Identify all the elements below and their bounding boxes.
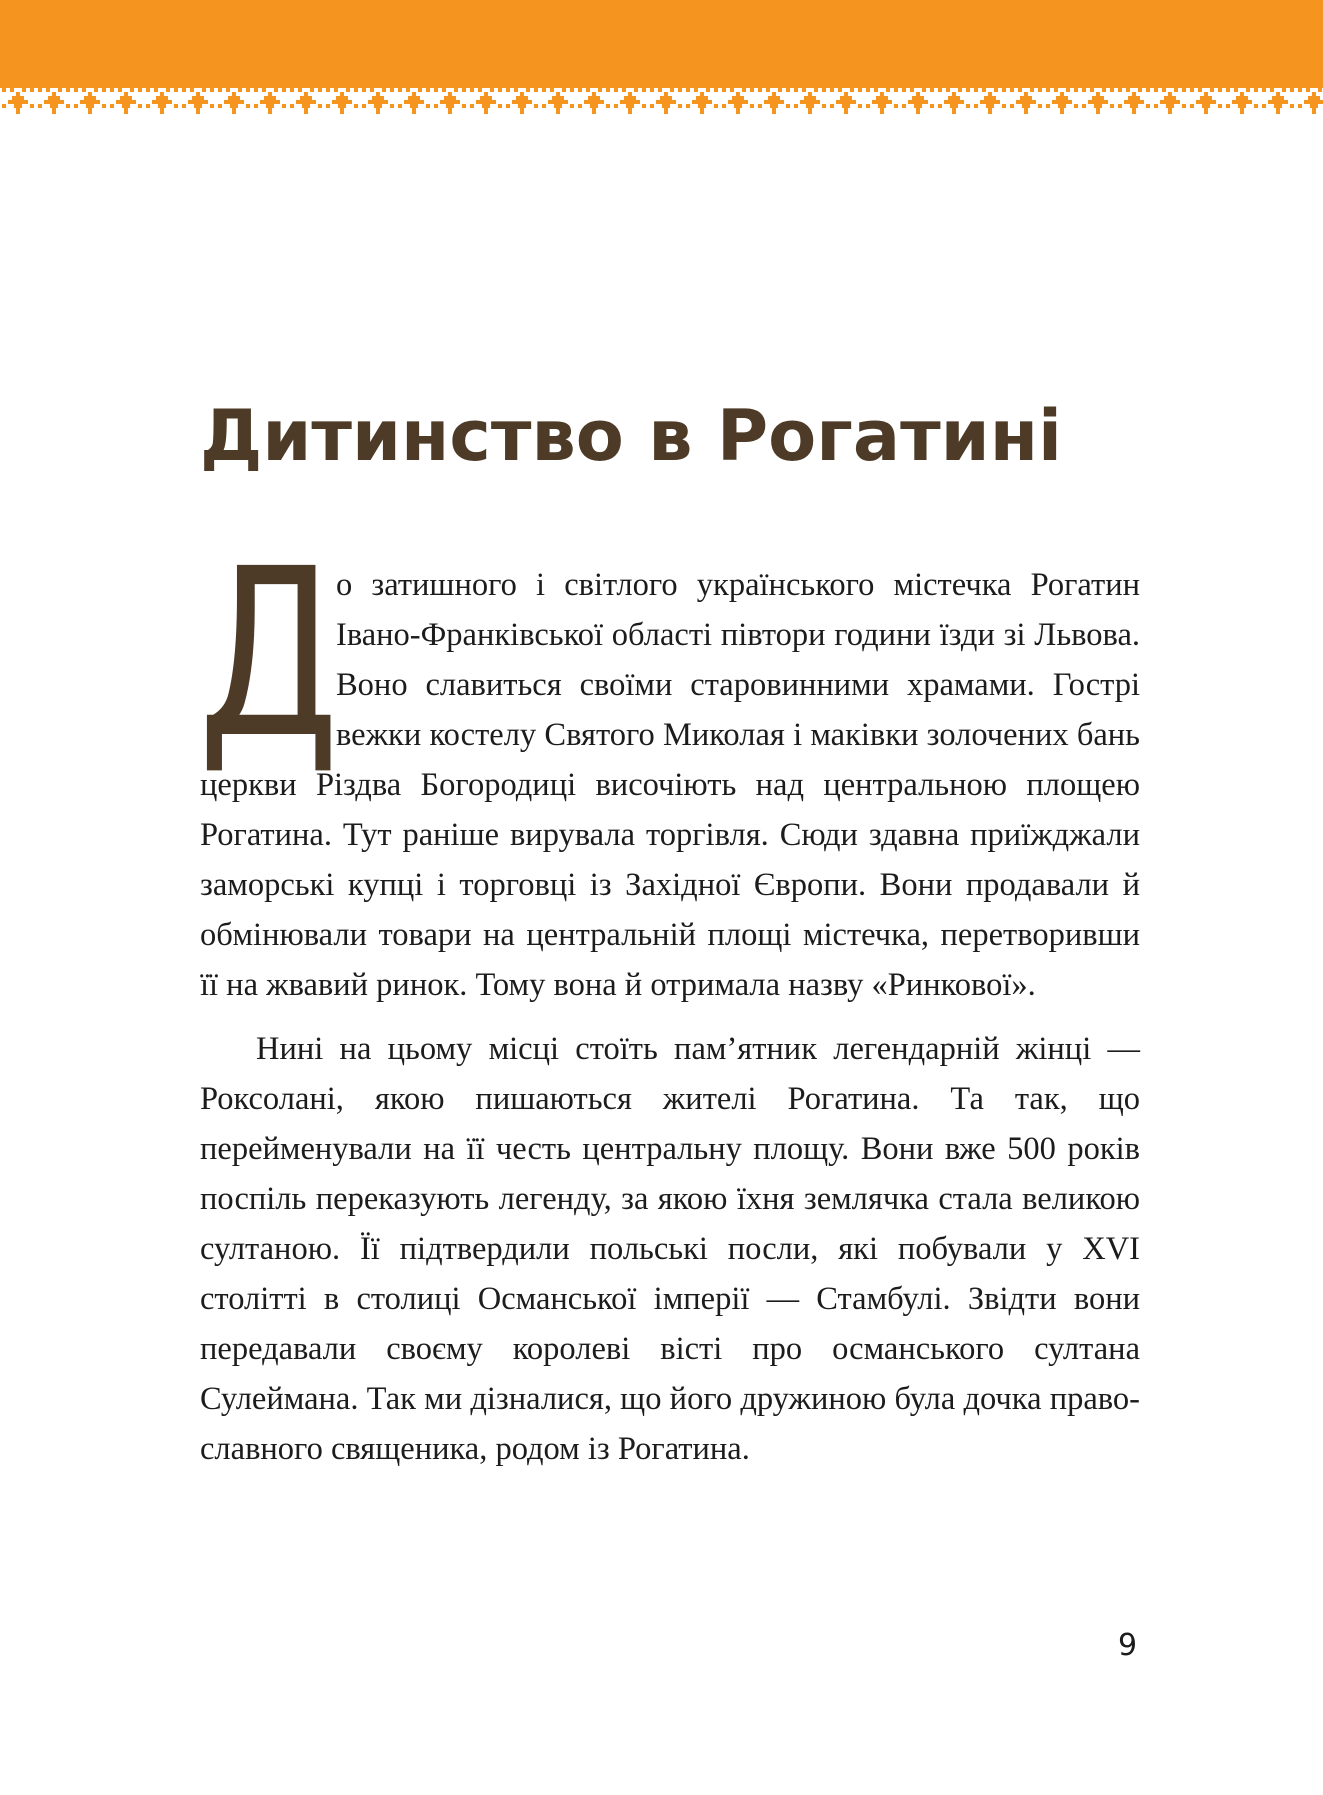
embroidery-pattern-icon bbox=[0, 82, 1323, 118]
body-text bbox=[198, 519, 1140, 1474]
chapter-title: Дитинство в Рогатині bbox=[200, 395, 1063, 477]
paragraph-1 bbox=[198, 519, 1140, 1010]
header-band bbox=[0, 0, 1323, 82]
paragraph-2: Нині на цьому місці стоїть пам’ятник легендарній жінці — Роксолані, якою пишаються жителі Рогатина. Та так, що перейменували на її честь центральну площу. Вони вже 500 років поспіль переказують легенду, за якою їхня землячка стала великою султаною. Її підтвердили польські посли, які побували у XVI столітті в столиці Османської імперії — Стамбулі. Звідти вони передавали своєму королеві вісті про османського султана Сулеймана. Так ми дізналися, що його дружиною була дочка православного священика, родом із Рогатина. bbox=[200, 1031, 1140, 1467]
page-number: 9 bbox=[1118, 1628, 1138, 1663]
paragraph-1-text: о затишного і світлого українського містечка Рогатин Івано-Франківської області півтори години їзди зі Львова. Воно славиться своїми старовинними храмами. Гострі вежки костелу Святого Миколая і маківки золочених бань церкви Різдва Богородиці височіють над центральною площею Рогатина. Тут раніше вирувала торгівля. Сюди здавна приїжджали заморські купці і торговці із Західної Європи. Вони продавали й обмінювали товари на центральній площі містечка, перетворивши її на жвавий ринок. Тому вона й отримала назву «Ринкової». bbox=[200, 567, 1140, 1003]
drop-cap: Д bbox=[198, 519, 340, 789]
